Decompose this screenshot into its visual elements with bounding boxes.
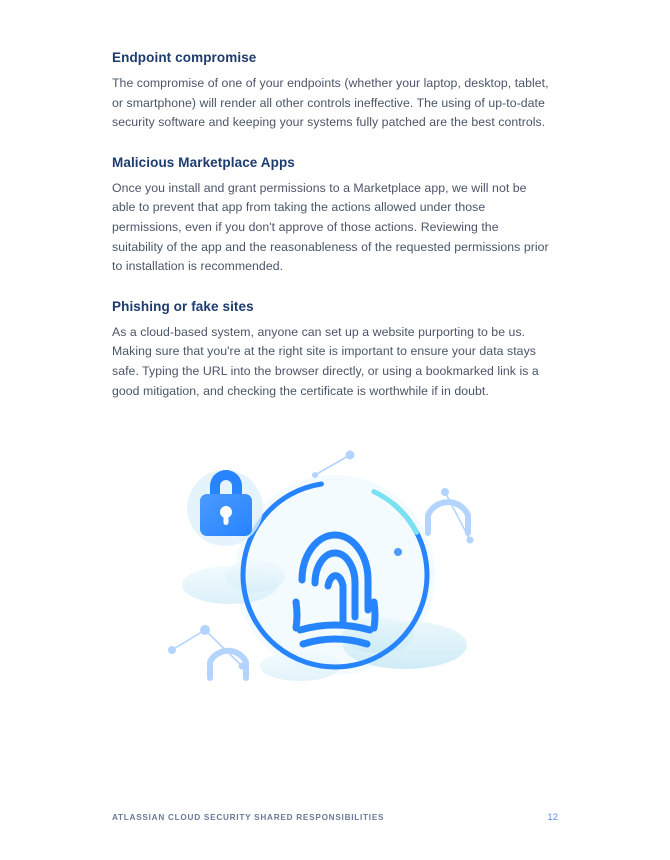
footer-label: ATLASSIAN CLOUD SECURITY SHARED RESPONSIBILITIES — [112, 813, 385, 822]
padlock-icon — [187, 470, 263, 546]
section-heading: Malicious Marketplace Apps — [112, 154, 295, 170]
page-footer — [112, 812, 558, 823]
section-phishing-or-fake-sites — [112, 299, 552, 401]
section-body: Once you install and grant permissions to a Marketplace app, we will not be able to prevent that app from taking the actions allowed under those permissions, even if you don't approve of those actions. Reviewing the suitability of the app and the reasonableness of the requested permissions prior to installation is recommended. — [112, 180, 549, 274]
section-body: The compromise of one of your endpoints (whether your laptop, desktop, tablet, or smartphone) will render all other controls ineffective. The using of up-to-date security software and keeping your systems fully patched are the best controls. — [112, 76, 549, 130]
footer-page-number: 12 — [547, 812, 558, 823]
section-body: As a cloud-based system, anyone can set up a website purporting to be us. Making sure that you're at the right site is important to ensure your data stays safe. Typing the URL into the browser directly, or using a bookmarked link is a good mitigation, and checking the certificate is worthwhile if in doubt. — [112, 324, 539, 398]
security-fingerprint-illustration — [150, 430, 520, 720]
section-malicious-marketplace-apps — [112, 155, 552, 277]
section-endpoint-compromise — [112, 50, 552, 133]
section-heading: Endpoint compromise — [112, 50, 257, 65]
page-content — [112, 50, 552, 423]
section-heading: Phishing or fake sites — [112, 298, 254, 314]
arc-node-right — [428, 502, 468, 533]
